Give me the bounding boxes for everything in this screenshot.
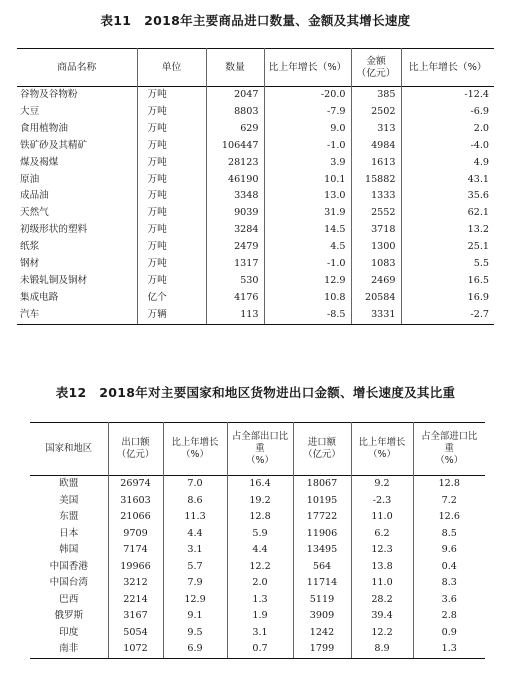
table11-cell: 万吨 — [137, 256, 206, 273]
table12-cell: 6.9 — [163, 641, 227, 658]
table11-cell: 4176 — [206, 290, 264, 307]
table12-row — [30, 625, 485, 642]
table12-cell: 1799 — [293, 641, 351, 658]
table11-cell: 3718 — [351, 222, 401, 239]
table11-cell: 43.1 — [401, 172, 494, 189]
table11-cell: 万吨 — [137, 104, 206, 121]
table11-cell: 16.5 — [401, 273, 494, 290]
table11-cell: 万吨 — [137, 172, 206, 189]
table11-cell: 313 — [351, 121, 401, 138]
table12-cell: 12.8 — [227, 509, 293, 526]
table11-header-cell: 数量 — [206, 49, 264, 87]
table12-header-cell: 国家和地区 — [45, 443, 93, 454]
table11-cell: 5.5 — [401, 256, 494, 273]
table11-cell: 集成电路 — [20, 291, 59, 303]
table11-header-row — [17, 49, 494, 87]
table11-body — [17, 87, 494, 325]
table11-cell: 113 — [206, 307, 264, 324]
table12-header-cell: 比上年增长 （%） — [163, 423, 227, 476]
table12-cell: 中国香港 — [49, 560, 88, 572]
table11-cell: 10.8 — [264, 290, 351, 307]
table11-cell: 万吨 — [137, 138, 206, 155]
table11-cell: 2469 — [351, 273, 401, 290]
table11-cell: 铁矿砂及其精矿 — [20, 139, 88, 151]
table12-cell: 3.6 — [413, 592, 485, 609]
table12-cell: 13.8 — [351, 559, 413, 576]
table12-cell: 3212 — [108, 575, 163, 592]
table12-cell: 13495 — [293, 542, 351, 559]
table12-cell: 巴西 — [59, 593, 79, 605]
table12-cell: 21066 — [108, 509, 163, 526]
table12-cell: 5.7 — [163, 559, 227, 576]
table12-cell: 韩国 — [59, 544, 79, 555]
table12-cell: 8.3 — [413, 575, 485, 592]
table11-row — [17, 256, 494, 273]
table11-cell: 4984 — [351, 138, 401, 155]
table12-cell: 12.6 — [413, 509, 485, 526]
table12-cell: 8.5 — [413, 526, 485, 543]
table12-cell: 6.2 — [351, 526, 413, 543]
table11-cell: 亿个 — [137, 290, 206, 307]
table11-row — [17, 205, 494, 222]
table12-cell: 564 — [293, 559, 351, 576]
table11-cell: 汽车 — [17, 307, 137, 324]
table11-cell: 万吨 — [137, 239, 206, 256]
table12-cell: 12.3 — [351, 542, 413, 559]
table12-cell: 9.6 — [413, 542, 485, 559]
table12-cell: 4.4 — [163, 526, 227, 543]
table11-row — [17, 273, 494, 290]
table12-cell: 11.0 — [351, 509, 413, 526]
table12-cell: 31603 — [108, 493, 163, 510]
table11-cell: 原油 — [20, 173, 40, 185]
table12-cell: 16.4 — [227, 476, 293, 493]
table11-cell: 106447 — [206, 138, 264, 155]
table12-row — [30, 559, 485, 576]
table12-cell: 2214 — [108, 592, 163, 609]
table11-cell: 谷物及谷物粉 — [20, 89, 78, 100]
table12-cell: 8.9 — [351, 641, 413, 658]
table12-row — [30, 608, 485, 625]
table12-cell: 3.1 — [227, 625, 293, 642]
table11-cell: 4.5 — [264, 239, 351, 256]
table12-cell: 39.4 — [351, 608, 413, 625]
table11-cell: 2.0 — [401, 121, 494, 138]
table11-cell: -6.9 — [401, 104, 494, 121]
table12-header-cell: 占全部出口比重 （%） — [227, 423, 293, 476]
table11-cell: -1.0 — [264, 138, 351, 155]
table11-cell: 1083 — [351, 256, 401, 273]
table11-cell: 2502 — [351, 104, 401, 121]
table11-row — [17, 155, 494, 172]
table11-header-cell: 比上年增长（%） — [264, 49, 351, 87]
table11-cell: 12.9 — [264, 273, 351, 290]
table11-cell: 9039 — [206, 205, 264, 222]
table11-cell: 1317 — [206, 256, 264, 273]
table11-cell: 2047 — [206, 87, 264, 104]
table11-cell: 9.0 — [264, 121, 351, 138]
table12-cell: 18067 — [293, 476, 351, 493]
table12-cell: 17722 — [293, 509, 351, 526]
table11-cell: 28123 — [206, 155, 264, 172]
table11-cell: 纸浆 — [20, 241, 40, 253]
table12-row — [30, 592, 485, 609]
table12-row — [30, 542, 485, 559]
table12-cell: 5.9 — [227, 526, 293, 543]
table11-cell: 3348 — [206, 188, 264, 205]
table12-row — [30, 641, 485, 658]
table11-cell: 13.0 — [264, 188, 351, 205]
table12-cell: 8.6 — [163, 493, 227, 510]
table12-cell: 12.2 — [227, 559, 293, 576]
table11-cell: 成品油 — [20, 190, 49, 202]
table11-cell: -4.0 — [401, 138, 494, 155]
table11-cell: 385 — [351, 87, 401, 104]
table12-cell: 12.8 — [413, 476, 485, 493]
table11-header-cell: 单位 — [137, 49, 206, 87]
table11-cell: 530 — [206, 273, 264, 290]
table11-cell: 35.6 — [401, 188, 494, 205]
table12-cell: 0.4 — [413, 559, 485, 576]
table11-cell: 万吨 — [137, 222, 206, 239]
table11-cell: 14.5 — [264, 222, 351, 239]
table12-cell: 中国台湾 — [49, 577, 88, 588]
table12-cell: 12.2 — [351, 625, 413, 642]
table12-row — [30, 526, 485, 543]
table11-row — [17, 104, 494, 121]
table11-cell: 2479 — [206, 239, 264, 256]
table12-cell: 28.2 — [351, 592, 413, 609]
table11-row — [17, 290, 494, 307]
table11-cell: 4.9 — [401, 155, 494, 172]
table11-header-cell: 金额 （亿元） — [351, 49, 401, 87]
table12-cell: 26974 — [108, 476, 163, 493]
table11-cell: 31.9 — [264, 205, 351, 222]
table11-row — [17, 239, 494, 256]
table12-cell: 日本 — [59, 527, 79, 539]
table11-cell: 62.1 — [401, 205, 494, 222]
table11-cell: 20584 — [351, 290, 401, 307]
table11-cell: 10.1 — [264, 172, 351, 189]
table11-cell: 万吨 — [137, 273, 206, 290]
table11-cell: -7.9 — [264, 104, 351, 121]
table11-row — [17, 307, 494, 324]
table11-row — [17, 87, 494, 104]
table11-cell: 万吨 — [137, 155, 206, 172]
table12-header-cell: 进口额 （亿元） — [293, 423, 351, 476]
table11-cell: -8.5 — [264, 307, 351, 324]
table11-cell: 食用植物油 — [20, 122, 68, 134]
table11-cell: 46190 — [206, 172, 264, 189]
table12-row — [30, 493, 485, 510]
table12-row — [30, 476, 485, 493]
table12-cell: 3167 — [108, 608, 163, 625]
table11-cell: 2552 — [351, 205, 401, 222]
table12-cell: 5054 — [108, 625, 163, 642]
table11-cell: 天然气 — [20, 207, 49, 219]
table12-cell: 7.9 — [163, 575, 227, 592]
table11-cell: 煤及褐煤 — [20, 156, 59, 168]
table12-cell: 3.1 — [163, 542, 227, 559]
table12-cell: 欧盟 — [59, 478, 79, 489]
table12-cell: 东盟 — [59, 511, 79, 522]
table11-row — [17, 188, 494, 205]
table11-cell: 大豆 — [20, 105, 40, 117]
table11-row — [17, 138, 494, 155]
table11-title: 表11 2018年主要商品进口数量、金额及其增长速度 — [100, 13, 411, 28]
table12-cell: 9709 — [108, 526, 163, 543]
table11-cell: 1333 — [351, 188, 401, 205]
table11-row — [17, 121, 494, 138]
table11-cell: 万吨 — [137, 188, 206, 205]
table12-cell: 南非 — [30, 641, 108, 658]
table12-cell: 2.0 — [227, 575, 293, 592]
table12-cell: 印度 — [59, 626, 79, 638]
table12-cell: 2.8 — [413, 608, 485, 625]
table12-cell: 7.2 — [413, 493, 485, 510]
table11-header-cell: 比上年增长（%） — [401, 49, 494, 87]
table11-cell: 629 — [206, 121, 264, 138]
table11-cell: 未锻轧铜及铜材 — [20, 274, 88, 286]
table11-cell: 钢材 — [20, 258, 40, 270]
table12-row — [30, 509, 485, 526]
table12-cell: 4.4 — [227, 542, 293, 559]
table12-cell: 3909 — [293, 608, 351, 625]
table12-cell: 9.2 — [351, 476, 413, 493]
table12 — [30, 422, 485, 659]
table12-header-row — [30, 423, 485, 476]
table12-cell: 12.9 — [163, 592, 227, 609]
table12-cell: 1.3 — [413, 641, 485, 658]
table11-cell: -12.4 — [401, 87, 494, 104]
table12-cell: 10195 — [293, 493, 351, 510]
table12-cell: 9.1 — [163, 608, 227, 625]
table12-cell: 11.3 — [163, 509, 227, 526]
table12-header-cell: 占全部进口比重 （%） — [413, 423, 485, 476]
table12-cell: 0.9 — [413, 625, 485, 642]
table12-header-cell: 出口额 （亿元） — [108, 423, 163, 476]
table11-cell: -20.0 — [264, 87, 351, 104]
table11-cell: 1300 — [351, 239, 401, 256]
table12-cell: 7174 — [108, 542, 163, 559]
table11-cell: 25.1 — [401, 239, 494, 256]
table12-cell: 1242 — [293, 625, 351, 642]
table11-cell: 万吨 — [137, 205, 206, 222]
table12-cell: 7.0 — [163, 476, 227, 493]
table12-cell: 11.0 — [351, 575, 413, 592]
table11-cell: 15882 — [351, 172, 401, 189]
table12-cell: 5119 — [293, 592, 351, 609]
table11-cell: 8803 — [206, 104, 264, 121]
table12-body — [30, 476, 485, 659]
table12-cell: 0.7 — [227, 641, 293, 658]
table12-cell: 9.5 — [163, 625, 227, 642]
table12-cell: 1.3 — [227, 592, 293, 609]
table11-header-cell: 商品名称 — [57, 61, 97, 73]
table12-cell: 1072 — [108, 641, 163, 658]
table11-cell: 3331 — [351, 307, 401, 324]
table12-cell: 19.2 — [227, 493, 293, 510]
table12-cell: 俄罗斯 — [54, 610, 84, 621]
table12-header-cell: 比上年增长 （%） — [351, 423, 413, 476]
table11 — [17, 48, 494, 325]
table11-cell: 3.9 — [264, 155, 351, 172]
table11-cell: 万吨 — [137, 87, 206, 104]
table12-row — [30, 575, 485, 592]
table11-cell: 16.9 — [401, 290, 494, 307]
table11-cell: 万吨 — [137, 121, 206, 138]
table12-cell: -2.3 — [351, 493, 413, 510]
table12-cell: 19966 — [108, 559, 163, 576]
table12-cell: 美国 — [59, 494, 79, 506]
table12-cell: 11714 — [293, 575, 351, 592]
table11-cell: -1.0 — [264, 256, 351, 273]
table11-row — [17, 222, 494, 239]
table11-row — [17, 172, 494, 189]
table11-cell: 初级形状的塑料 — [20, 224, 88, 236]
table11-cell: 万辆 — [137, 307, 206, 324]
table12-cell: 1.9 — [227, 608, 293, 625]
table11-cell: 3284 — [206, 222, 264, 239]
table11-cell: 1613 — [351, 155, 401, 172]
table12-cell: 11906 — [293, 526, 351, 543]
table12-title: 表12 2018年对主要国家和地区货物进出口金额、增长速度及其比重 — [55, 385, 456, 400]
table11-cell: 13.2 — [401, 222, 494, 239]
table11-cell: -2.7 — [401, 307, 494, 324]
